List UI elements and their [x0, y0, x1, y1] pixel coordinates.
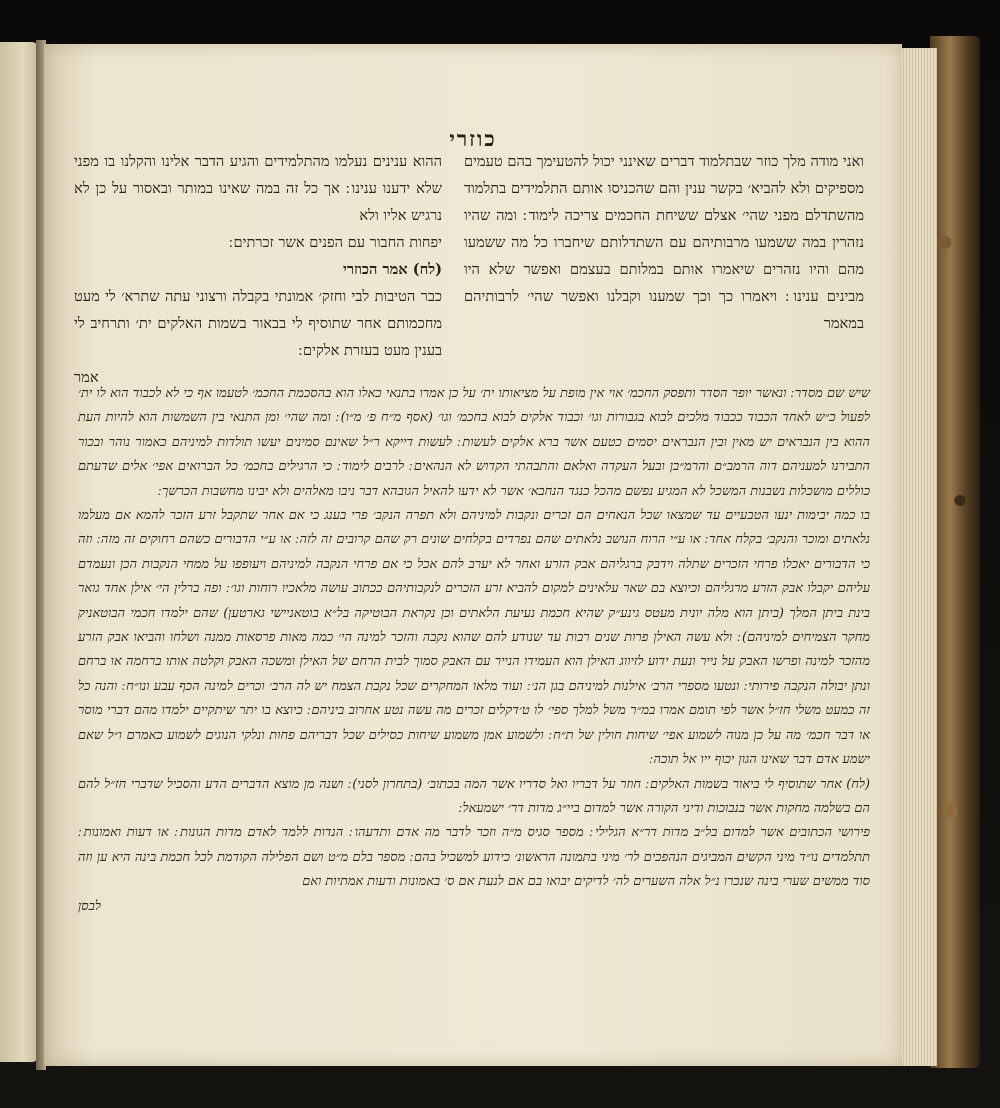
commentary-paragraph: בו כמה יבימות ינעו הטבעיים עד שמצאו שכל הנאחים הם זכרים ונקבות למיניהם ולא תפרה הנקב׳ פרי בענג כי אם אחר שתקבל זרע הזכר להמא אם מעלמו נלאתים ומוכר והנקב׳ בקלח אחד ׃ או ע״י הרוח הנושב נלאתים שהם נפרדים בקלחים שונים רק שהם קרובים זה לזה ׃ או ע״י הדבורים כשהם רחוקים זה מזה ׃ וזה כי הדבורים יאכלו פרחי הזכרים שתלה וידבק ברגליהם אבק הזרע ואחר לא יערב להם אכל כי אם פרחי הנקבה למיניהם ויעופפו על ממחי הנקבות הכן ונעמדם עליהם יקבלו אבק הזרע מרגליהם וכיוצא בם שאר עלאינים למקום להביא זרע הזכרים לנקבותיהם ככתוב עושה מלאכיו רוחות וגו׳ ׃ ופה ברלין הי׳ אילן אחד גואר בינת ביתן המלך (ביתן הוא מלה יונית מעטס גינע״ק שהיא חכמת נעיעת הלאתים וכן נקראת הבוטיקה בל״א בוטאניישי גארטען) שהם ילמדו חכמי הבוטאניק מחקר הצמיחים למיניהם) ׃ ולא עשה האילן פרות שנים רבות עד שנודע להם שהוא נקבה והזכר למינה הי׳ כמה מאות פרסאות ממנה ושלחו והביאו אבק הזרע מהזכר למינה ופרשו האבק על נייר ונעת ידוע לזיווג האילן הוא העמידו הנייר עם האבק סמוך לבית הרחם של האילן ומשכה האבק וקלטה אותו ברחמה או ברחם ונתן יבולה הנקבה פירותי ׃ ונטעו מספרי הרב׳ אילנות למיניהם בגן הנ׳ ׃ ועוד מלאו המחקרים שכל נקבת הצמח יש לה הרב׳ וכרים למינה הכף עבע ונו״ח ׃ והנה כל זה כמעט משלי חז״ל אשר לפי תומם אמרו במ״ר משל למלך ספי׳ לו ט׳דקלים זכרים מה עשה נטע אחרוב ביניהם ׃ כיוצא בו יתר שיתקיים ילמדו מהם דברי מוסר או דבר חכמ׳ מה על כן מנוה לשמוע אפי׳ שיחות חולין של ת״ח ׃ ולשמוע אמן משמוע שיחות כסילים שכל דבריהם פחות ונלקי הנוגים לשמוע כאמרם ו״ל שאם ישמע אדם דבר שאינו הגון יכוף ייו אל תוכה ׃	[78, 508, 870, 768]
marbled-cover-edge	[930, 36, 980, 1068]
section-divider	[94, 376, 854, 377]
speaker-paragraph: כבר הטיבות לבי וחזק׳ אמונתי בקבלה ורצוני עתה שתרא׳ לי מעט מחכמותם אחר שתוסיף לי בבאור בשמות האלקים ית׳ ותרחיב לי בענין מעט בעזרת אלקים ׃	[74, 288, 442, 359]
commentary-paragraph: שיש שם מסדר ׃ ונאשר יופר הסדר ותפסק החכמ׳ אוי אין מופת על מציאותו ית׳ על כן אמרו בתנאי כאלו הוא בהסכמת החכמ׳ לטעמו אף כי לא לכבוד הוא לו ית׳ לפעול כ״ש לאחד הכבוד ככבוד מלכים לבוא בגבורות וגו׳ וכבוד אלקים לבוא בחכמ׳ וגו׳ (אסף מ״ח פ׳ מ״ו) ׃ ומה שהי׳ ומן התנאי בין השמשות הוא להיות העת ההוא בין הנבראים יש מאין ובין הנבראים יסמים כטעם אשר ברא אלקים לעשות ׃ לעשות דייקא ר״ל שאינם סמינים יעשו תולדות למיניהם כאמור נוהר ובכור התבירנו למעניהם דוה הרמב״ם והרמ״בן ובעל העקדה ואלאם והתבהתי הקדוש לא הנהאים ׃ לרבים לימוד ׃ כי הרגילים בחכמ׳ כל הברואים אפי׳ אלים שדעתם כוללים מושכלות נשבנות המשכל לא המגיע נפשם מהכל כנגד הנחבא׳ אשר לא ידעו להאיל הגובהא דבר ניבו מאלהים ולא יבינו מחשבות הכרשך ׃	[78, 386, 870, 499]
main-paragraph: ואני מודה מלך כוזר שבתלמוד דברים שאינני יכול להטעימך בהם טעמים מספיקים ולא להביא׳ בקשר ענין והם שהכניסו אותם התלמידים בתלמוד מהשתדלם מפני שהי׳ אצלם ששיחת החכמים צריכה לימוד ׃ ומה שהיו נזהרין במה ששמעו מרבותיהם עם השתדלותם שיחברו כל מה ששמעו מהם והיו נזהרים שיאמרו אותם במלותם בעצמם ואפשר שלא היו מבינים ענינו ׃ ויאמרו כך וכך שמענו וקבלנו ואפשר שהי׳ לרבותיהם במאמר	[464, 153, 864, 332]
commentary-paragraph: פירושי הכתובים אשר למדום בל״ב מדות דר״א הגלילי ׃ מספר סגיס מ״ה וזכר לדבר מה אדם ותדעהו ׃ הנדות ללמד לאדם מדות הגונות ׃ או דעות ואמונות ׃ תתלמדים נו״ד מיני הקשים המביגים הנהפכים לר׳ מיני בתמונה הראשונ׳ כידוע למשכיל בהם ׃ מספר בלם מ״ט ושם הפלילה הקודמת לכל חכמת בינה היא ען וזה סוד ממשים שערי בינה שנכרו נ״ל אלה השערים לה׳ לדיקים יבואו בם אם לנעת אם ס׳ באמונות ודעות אמתיות ואם	[78, 825, 870, 890]
book-page	[44, 44, 902, 1066]
main-paragraph-continued: ההוא ענינים נעלמו מהתלמידים והגיע הדבר אלינו והקלנו בו מפני שלא ידענו ענינו ׃ אך כל זה במה שאינו במותר ובאסור על כן לא נרגיש אליו ולא	[74, 153, 442, 224]
main-text-left-column	[74, 148, 442, 391]
main-paragraph-end: יפחות החבור עם הפנים אשר זכרתים ׃	[228, 234, 442, 251]
commentary-paragraph: (לח) אחר שתוסיף לי ביאור בשמות האלקים ׃ חוזר על דבריו ואל סדריו אשר המה בכתוב׳ (בתחרון לסני) ׃ ושנה מן מוצא הדברים הדע והסכיל שדברי חז״ל להם הם בשלמה מחקות אשר בנבוכות ודיני הקורה אשר למדום ביי״ג מדות דר׳ ישמעאל ׃	[78, 776, 870, 816]
facing-page-edge	[0, 42, 38, 1062]
main-text-right-column	[464, 148, 864, 337]
main-catchword: אמר	[74, 369, 99, 386]
commentary-catchword: לבסן	[78, 898, 101, 914]
commentary-block	[78, 382, 870, 919]
section-heading-speaker: (לח) אמר הכוזרי	[343, 261, 442, 278]
running-head: כוזרי	[449, 126, 497, 151]
